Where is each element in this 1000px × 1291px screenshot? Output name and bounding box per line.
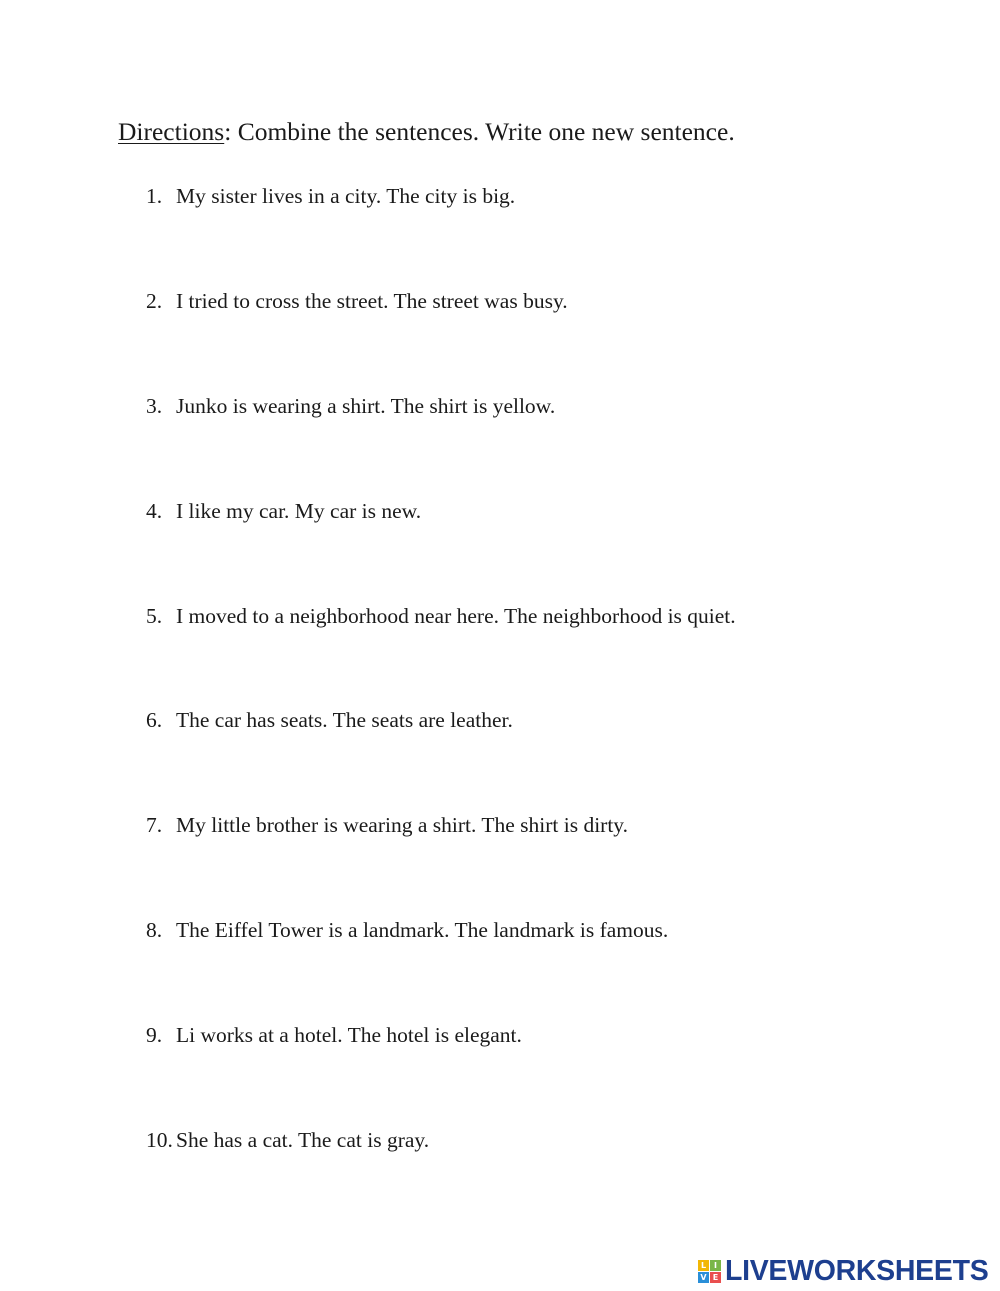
item-text: I tried to cross the street. The street was busy. [176,289,568,313]
item-number: 6. [146,708,163,732]
directions-heading [118,114,735,150]
logo-text: LIVEWORKSHEETS [725,1255,989,1287]
list-item [146,182,515,210]
liveworksheets-logo [698,1256,988,1286]
item-text: Li works at a hotel. The hotel is elegant. [176,1023,522,1047]
list-item [146,811,628,839]
item-number: 2. [146,289,163,313]
item-number: 4. [146,499,163,523]
item-text: I like my car. My car is new. [176,499,422,523]
item-text: The car has seats. The seats are leather. [176,708,513,732]
item-text: Junko is wearing a shirt. The shirt is yellow. [176,394,556,418]
logo-block: V [698,1272,709,1283]
item-number: 5. [146,604,163,628]
list-item [146,1021,522,1049]
item-number: 9. [146,1023,163,1047]
list-item [146,916,668,944]
directions-text: : Combine the sentences. Write one new sentence. [224,117,735,146]
item-number: 10. [146,1128,173,1152]
list-item [146,497,421,525]
logo-block: I [710,1260,721,1271]
list-item [146,706,513,734]
list-item [146,287,568,315]
item-number: 3. [146,394,163,418]
item-number: 1. [146,184,163,208]
item-text: My sister lives in a city. The city is big. [176,184,516,208]
list-item [146,1126,429,1154]
logo-block: L [698,1260,709,1271]
item-text: The Eiffel Tower is a landmark. The landmark is famous. [176,918,669,942]
logo-icon [698,1260,721,1283]
item-text: I moved to a neighborhood near here. The neighborhood is quiet. [176,604,736,628]
directions-label: Directions [118,117,225,146]
item-text: She has a cat. The cat is gray. [176,1128,430,1152]
item-text: My little brother is wearing a shirt. The shirt is dirty. [176,813,629,837]
logo-block: E [710,1272,721,1283]
list-item [146,392,555,420]
item-number: 8. [146,918,163,942]
item-number: 7. [146,813,163,837]
list-item [146,602,736,630]
